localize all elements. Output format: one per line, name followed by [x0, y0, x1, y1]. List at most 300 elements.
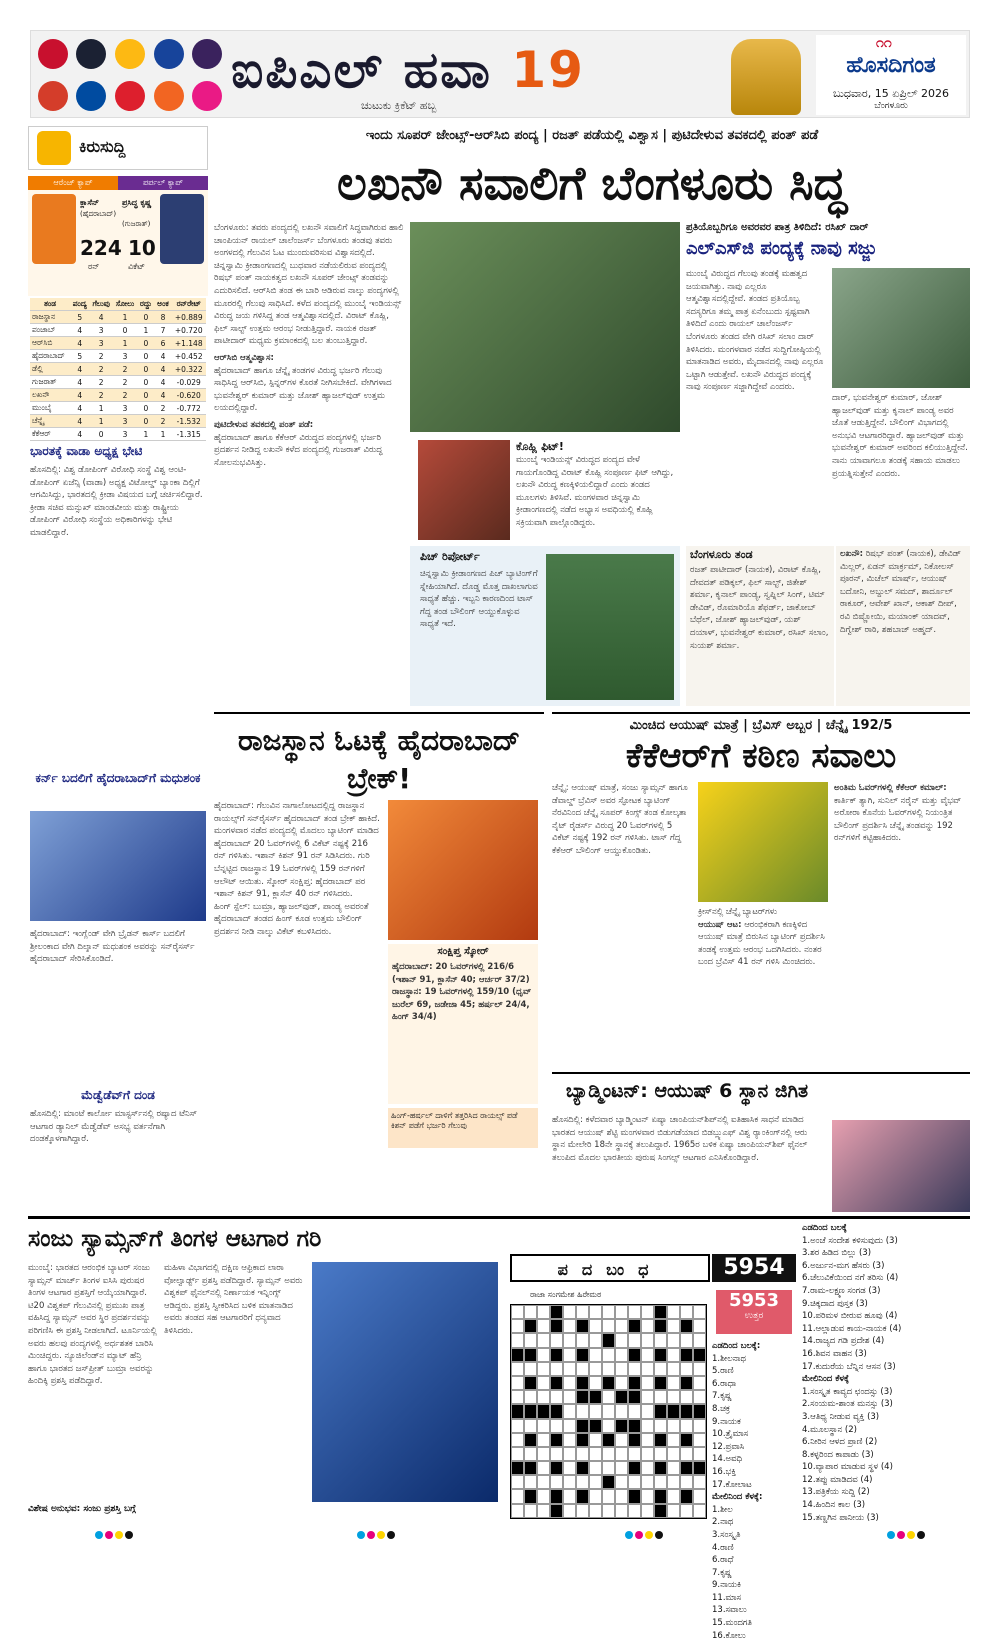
- left-story-2: ಹೈದರಾಬಾದ್: ಇಂಗ್ಲೆಂಡ್ ವೇಗಿ ಬ್ರೈಡನ್ ಕಾರ್ಸ್ ಬದಲಿಗೆ ಶ್ರೀಲಂಕಾದ ವೇಗಿ ದಿಲ್ಶಾನ್ ಮಧುಶಂಕ ಅವರನ್ನು ಸನ್‌ರೈಸರ್ಸ್ ಹೈದರಾಬಾದ್ ಸೇರಿಸಿಕೊಂಡಿದೆ.: [30, 929, 195, 965]
- crossword-cell[interactable]: [563, 1376, 576, 1390]
- crossword-number: 5954: [712, 1254, 796, 1282]
- crossword-cell[interactable]: [615, 1333, 628, 1347]
- crossword-cell: [654, 1376, 667, 1390]
- crossword-cell[interactable]: [511, 1390, 524, 1404]
- crossword-cell: [693, 1348, 706, 1362]
- crossword-cell[interactable]: [589, 1404, 602, 1418]
- rasikh-headline: ಎಲ್‌ಎಸ್‌ಜಿ ಪಂದ್ಯಕ್ಕೆ ನಾವು ಸಜ್ಜು: [686, 238, 877, 259]
- lead-body: [214, 222, 404, 702]
- crossword-cell[interactable]: [563, 1404, 576, 1418]
- crossword-cell[interactable]: [563, 1333, 576, 1347]
- crossword-cell: [511, 1348, 524, 1362]
- crossword-cell[interactable]: [589, 1305, 602, 1319]
- crossword-cell[interactable]: [589, 1376, 602, 1390]
- lead-headline: ಲಖನೌ ಸವಾಲಿಗೆ ಬೆಂಗಳೂರು ಸಿದ್ಧ: [337, 156, 847, 210]
- crossword-cell[interactable]: [667, 1390, 680, 1404]
- crossword-cell[interactable]: [550, 1333, 563, 1347]
- crossword-cell[interactable]: [667, 1504, 680, 1518]
- crossword-cell[interactable]: [693, 1433, 706, 1447]
- crossword-cell[interactable]: [589, 1348, 602, 1362]
- answer-across: 9.ನಾಯಕ: [712, 1416, 741, 1427]
- srh-photo: [388, 800, 538, 940]
- crossword-cell[interactable]: [641, 1376, 654, 1390]
- crossword-cell[interactable]: [537, 1362, 550, 1376]
- crossword-cell[interactable]: [537, 1475, 550, 1489]
- crossword-cell[interactable]: [537, 1390, 550, 1404]
- crossword-cell[interactable]: [667, 1376, 680, 1390]
- crossword-cell[interactable]: [550, 1362, 563, 1376]
- crossword-cell[interactable]: [537, 1447, 550, 1461]
- crossword-cell[interactable]: [641, 1305, 654, 1319]
- crossword-cell[interactable]: [667, 1305, 680, 1319]
- rr-story: [214, 712, 544, 1212]
- registration-dot: [367, 1531, 375, 1539]
- page-number: ೧೧: [876, 35, 892, 51]
- crossword-cell[interactable]: [641, 1419, 654, 1433]
- crossword-cell[interactable]: [667, 1419, 680, 1433]
- answer-down: 3.ಸಂಸ್ಕೃತಿ: [712, 1529, 741, 1540]
- crossword-cell[interactable]: [576, 1362, 589, 1376]
- crossword-cell: [628, 1376, 641, 1390]
- crossword-cell[interactable]: [680, 1362, 693, 1376]
- rasikh-photo: [832, 268, 970, 388]
- crossword-cell[interactable]: [641, 1433, 654, 1447]
- registration-dot: [105, 1531, 113, 1539]
- registration-dot: [907, 1531, 915, 1539]
- crossword-cell[interactable]: [654, 1390, 667, 1404]
- crossword-cell[interactable]: [511, 1447, 524, 1461]
- crossword-cell[interactable]: [524, 1447, 537, 1461]
- crossword-cell[interactable]: [615, 1319, 628, 1333]
- down-clue: 4.ಮೂಲಸ್ಥಾನ (2): [802, 1424, 857, 1435]
- crossword-cell[interactable]: [615, 1447, 628, 1461]
- crossword-cell[interactable]: [641, 1333, 654, 1347]
- crossword-cell[interactable]: [602, 1489, 615, 1503]
- crossword-cell: [628, 1419, 641, 1433]
- crossword-cell: [680, 1319, 693, 1333]
- crossword-cell[interactable]: [654, 1447, 667, 1461]
- table-cell: ಕೆಕೆಆರ್: [30, 428, 70, 441]
- crossword-cell[interactable]: [667, 1319, 680, 1333]
- crossword-cell[interactable]: [589, 1433, 602, 1447]
- crossword-cell: [693, 1461, 706, 1475]
- crossword-cell[interactable]: [693, 1489, 706, 1503]
- crossword-cell[interactable]: [563, 1504, 576, 1518]
- crossword-cell[interactable]: [589, 1447, 602, 1461]
- crossword-cell[interactable]: [680, 1305, 693, 1319]
- across-clue: 16.ಶಿವನ ವಾಹನ (3): [802, 1348, 867, 1359]
- left-story-3: ಹೊಸದಿಲ್ಲಿ: ಮಾಂಟೆ ಕಾರ್ಲೋ ಮಾಸ್ಟರ್ಸ್‌ನಲ್ಲಿ ರಷ್ಯಾದ ಟೆನಿಸ್ ಆಟಗಾರ ಡ್ಯಾನಿಲ್ ಮೆಡ್ವೆಡೆವ್ ಅಸಭ್ಯ ವರ್ತನೆಗಾಗಿ ದಂಡಕ್ಕೊಳಗಾಗಿದ್ದಾರೆ.: [30, 1109, 198, 1145]
- crossword-cell[interactable]: [537, 1376, 550, 1390]
- crossword-cell[interactable]: [576, 1333, 589, 1347]
- registration-dot: [917, 1531, 925, 1539]
- across-clue: 11.ಆಲ್ಲಾಡುವ ಕಾಯ-ನಾಯಕ (4): [802, 1323, 902, 1334]
- table-cell: 4: [70, 363, 90, 376]
- crossword-cell[interactable]: [680, 1504, 693, 1518]
- crossword-cell[interactable]: [641, 1362, 654, 1376]
- crossword-cell[interactable]: [537, 1319, 550, 1333]
- crossword-cell[interactable]: [576, 1404, 589, 1418]
- crossword-cell[interactable]: [563, 1319, 576, 1333]
- crossword-cell[interactable]: [602, 1305, 615, 1319]
- crossword-cell: [576, 1348, 589, 1362]
- table-cell: 0: [137, 389, 154, 402]
- crossword-cell[interactable]: [602, 1419, 615, 1433]
- crossword-cell[interactable]: [550, 1419, 563, 1433]
- sanju-foot: ವಿಶೇಷ ಅನುಭವ: ಸಂಜು ಪ್ರಶಸ್ತಿ ಬಗ್ಗೆ: [28, 1504, 136, 1514]
- rcb-logo: [38, 39, 68, 69]
- table-cell: 0: [90, 428, 113, 441]
- crossword-cell[interactable]: [589, 1461, 602, 1475]
- crossword-cell[interactable]: [537, 1333, 550, 1347]
- crossword-cell[interactable]: [641, 1504, 654, 1518]
- crossword-cell[interactable]: [680, 1390, 693, 1404]
- table-row: [30, 337, 206, 350]
- crossword-cell[interactable]: [524, 1390, 537, 1404]
- crossword-cell[interactable]: [563, 1475, 576, 1489]
- crossword-cell[interactable]: [550, 1447, 563, 1461]
- crossword-cell[interactable]: [563, 1419, 576, 1433]
- prev-crossword-label: ಉತ್ತರ: [744, 1311, 764, 1321]
- crossword-cell[interactable]: [576, 1475, 589, 1489]
- crossword-cell[interactable]: [537, 1305, 550, 1319]
- crossword-cell[interactable]: [628, 1447, 641, 1461]
- orange-unit: ರನ್: [88, 262, 100, 271]
- lead-sub1-text: ಹೈದರಾಬಾದ್ ಹಾಗೂ ಚೆನ್ನೈ ತಂಡಗಳ ವಿರುದ್ಧ ಭರ್ಜರಿ ಗೆಲುವು ಸಾಧಿಸಿದ್ದ ಆರ್‌ಸಿಬಿ, ಸ್ಪಿನ್ನರ್‌ಗಳ ಕೊರತೆ ನೀಗಿಸಬೇಕಿದೆ. ವೇಗಿಗಳಾದ ಭುವನೇಶ್ವರ್ ಕುಮಾರ್ ಮತ್ತು ಜೋಶ್ ಹ್ಯಾಜಲ್‌ವುಡ್ ಉತ್ತಮ ಲಯದಲ್ಲಿದ್ದಾರೆ.: [214, 365, 392, 414]
- rasikh-body: ಮುಂಬೈ ವಿರುದ್ಧದ ಗೆಲುವು ತಂಡಕ್ಕೆ ಮಹತ್ವದ ಜಯವಾಗಿತ್ತು. ನಾವು ಎಲ್ಲರೂ ಆತ್ಮವಿಶ್ವಾಸದಲ್ಲಿದ್ದೇವೆ. ತಂಡದ ಪ್ರತಿಯೊಬ್ಬ ಸದಸ್ಯರಿಗೂ ತಮ್ಮ ಪಾತ್ರ ಏನೆಂಬುದು ಸ್ಪಷ್ಟವಾಗಿ ತಿಳಿದಿದೆ ಎಂದು ರಾಯಲ್ ಚಾಲೆಂಜರ್ಸ್ ಬೆಂಗಳೂರು ತಂಡದ ವೇಗಿ ರಸಿಖ್ ಸಲಾಂ ದಾರ್ ತಿಳಿಸಿದರು. ಮಂಗಳವಾರ ನಡೆದ ಸುದ್ದಿಗೋಷ್ಠಿಯಲ್ಲಿ ಮಾತನಾಡಿದ ಅವರು, ಮೈದಾನದಲ್ಲಿ ನಾವು ಎಲ್ಲರೂ ಒಟ್ಟಾಗಿ ಆಡುತ್ತೇವೆ. ಲಖನೌ ವಿರುದ್ಧದ ಪಂದ್ಯಕ್ಕೆ ನಾವು ಸಂಪೂರ್ಣ ಸಜ್ಜಾಗಿದ್ದೇವೆ ಎಂದರು.: [686, 269, 824, 393]
- crossword-cell[interactable]: [693, 1447, 706, 1461]
- lkn-squad-head: ಲಖನೌ:: [840, 549, 863, 559]
- pitch-report-text: ಚಿನ್ನಸ್ವಾಮಿ ಕ್ರೀಡಾಂಗಣದ ಪಿಚ್ ಬ್ಯಾಟಿಂಗ್‌ಗೆ ಸ್ನೇಹಿಯಾಗಿದೆ. ದೊಡ್ಡ ಮೊತ್ತ ದಾಖಲಾಗುವ ಸಾಧ್ಯತೆ ಹೆಚ್ಚು. ಇಬ್ಬನಿ ಕಾರಣದಿಂದ ಟಾಸ್ ಗೆದ್ದ ತಂಡ ಬೌಲಿಂಗ್ ಆಯ್ದುಕೊಳ್ಳುವ ಸಾಧ್ಯತೆ ಇದೆ.: [420, 569, 538, 630]
- answer-across: 6.ರಾಧಾ: [712, 1378, 737, 1389]
- blr-squad-box: [686, 546, 834, 706]
- left-headline-1: ಭಾರತಕ್ಕೆ ವಾಡಾ ಅಧ್ಯಕ್ಷ ಭೇಟಿ: [30, 444, 143, 458]
- crossword-cell[interactable]: [576, 1504, 589, 1518]
- crossword-cell[interactable]: [615, 1461, 628, 1475]
- crossword-cell[interactable]: [680, 1475, 693, 1489]
- crossword-cell[interactable]: [537, 1433, 550, 1447]
- crossword-cell: [628, 1319, 641, 1333]
- crossword-cell[interactable]: [667, 1333, 680, 1347]
- issue-city: ಬೆಂಗಳೂರು: [874, 101, 908, 111]
- table-cell: 0: [113, 324, 137, 337]
- crossword-cell[interactable]: [615, 1376, 628, 1390]
- crossword-cell[interactable]: [615, 1475, 628, 1489]
- standings-col-6: ರನ್‌ರೇಟ್: [171, 298, 206, 311]
- trophy-icon: [731, 39, 801, 115]
- answer-down: 1.ಶೀಲ: [712, 1504, 733, 1515]
- crossword-cell[interactable]: [667, 1433, 680, 1447]
- answers-down-head: ಮೇಲಿನಿಂದ ಕೆಳಕ್ಕೆ:: [712, 1492, 763, 1503]
- answer-down: 9.ನಾಯಕಿ: [712, 1580, 741, 1591]
- reg-dots-2: [356, 1524, 396, 1543]
- crossword-cell[interactable]: [615, 1504, 628, 1518]
- table-cell: 5: [70, 311, 90, 324]
- crossword-cell[interactable]: [524, 1475, 537, 1489]
- crossword-cell[interactable]: [693, 1305, 706, 1319]
- crossword-cell[interactable]: [563, 1447, 576, 1461]
- rasikh-body2-text: ಬೌಲಿಂಗ್ ವಿಭಾಗದಲ್ಲಿ ಅನುಭವಿ ಆಟಗಾರರಿದ್ದಾರೆ. ಹ್ಯಾಜಲ್‌ವುಡ್ ಮತ್ತು ಭುವನೇಶ್ವರ್ ಕುಮಾರ್ ಅವರಿಂದ ಕಲಿಯುತ್ತಿದ್ದೇನೆ. ನಾನು ಯಾವಾಗಲೂ ತಂಡಕ್ಕೆ ಸಹಾಯ ಮಾಡಲು ಪ್ರಯತ್ನಿಸುತ್ತೇನೆ ಎಂದರು.: [832, 418, 968, 479]
- table-cell: ರಾಜಸ್ಥಾನ: [30, 311, 70, 324]
- table-cell: 1: [137, 324, 154, 337]
- rr-body: [214, 800, 382, 1210]
- crossword-cell[interactable]: [628, 1305, 641, 1319]
- left-headline-3: ಮೆಡ್ವೆಡೆವ್‌ಗೆ ದಂಡ: [81, 1088, 155, 1102]
- table-cell: 3: [113, 428, 137, 441]
- standings-table: [30, 298, 206, 441]
- crossword-cell[interactable]: [537, 1504, 550, 1518]
- section-divider: [28, 1216, 970, 1219]
- crossword-cell: [680, 1404, 693, 1418]
- reg-dots-1: [94, 1524, 134, 1543]
- crossword-cell[interactable]: [511, 1433, 524, 1447]
- crossword-cell[interactable]: [511, 1376, 524, 1390]
- crossword-cell[interactable]: [602, 1447, 615, 1461]
- crossword-cell[interactable]: [628, 1333, 641, 1347]
- orange-player-name: ಕ್ಲಾಸೆನ್: [80, 198, 99, 207]
- crossword-cell[interactable]: [602, 1362, 615, 1376]
- crossword-cell[interactable]: [537, 1489, 550, 1503]
- standings-col-0: ತಂಡ: [30, 298, 70, 311]
- crossword-cell[interactable]: [511, 1319, 524, 1333]
- crossword-cell: [628, 1489, 641, 1503]
- table-row: [30, 389, 206, 402]
- crossword-cell[interactable]: [667, 1475, 680, 1489]
- answer-down: 4.ರಾಣಿ: [712, 1542, 734, 1553]
- crossword-cell[interactable]: [511, 1489, 524, 1503]
- crossword-cell[interactable]: [537, 1461, 550, 1475]
- crossword-cell[interactable]: [641, 1348, 654, 1362]
- crossword-cell[interactable]: [563, 1461, 576, 1475]
- crossword-cell[interactable]: [693, 1475, 706, 1489]
- crossword-cell[interactable]: [602, 1348, 615, 1362]
- crossword-cell[interactable]: [667, 1447, 680, 1461]
- table-cell: 2: [90, 389, 113, 402]
- crossword-cell[interactable]: [563, 1390, 576, 1404]
- down-clue: 1.ಸಂಸ್ಕೃತ ಕಾವ್ಯದ ಛಂದಸ್ಸು (3): [802, 1386, 893, 1397]
- crossword-cell[interactable]: [641, 1447, 654, 1461]
- crossword-cell: [576, 1419, 589, 1433]
- rr-notes: [388, 1108, 538, 1148]
- crossword-cell[interactable]: [680, 1419, 693, 1433]
- prev-crossword-number: 5953: [728, 1290, 780, 1311]
- crossword-cell[interactable]: [550, 1475, 563, 1489]
- badminton-body: ಹೊಸದಿಲ್ಲಿ: ಕಳೆದವಾರ ಬ್ಯಾಡ್ಮಿಂಟನ್ ಏಷ್ಯಾ ಚಾಂಪಿಯನ್‌ಶಿಪ್‌ನಲ್ಲಿ ಐತಿಹಾಸಿಕ ಸಾಧನೆ ಮಾಡಿದ ಭಾರತದ ಆಯುಷ್ ಶೆಟ್ಟಿ ಮಂಗಳವಾರ ಬಿಡುಗಡೆಯಾದ ಬಿಡಬ್ಲ್ಯುಎಫ್ ವಿಶ್ವ ರ‍್ಯಾಂಕಿಂಗ್‌ನಲ್ಲಿ ಆರು ಸ್ಥಾನ ಮೇಲೇರಿ 18ನೇ ಸ್ಥಾನಕ್ಕೆ ತಲುಪಿದ್ದಾರೆ. 1965ರ ಬಳಿಕ ಏಷ್ಯಾ ಚಾಂಪಿಯನ್‌ಶಿಪ್ ಫೈನಲ್ ತಲುಪಿದ ಮೊದಲ ಭಾರತೀಯ ಪುರುಷ ಸಿಂಗಲ್ಸ್ ಆಟಗಾರ ಎನಿಸಿಕೊಂಡಿದ್ದಾರೆ.: [552, 1115, 808, 1163]
- across-clue: 14.ರಾಜ್ಯದ ಗಡಿ ಪ್ರದೇಶ (4): [802, 1336, 885, 1347]
- table-row: [30, 376, 206, 389]
- across-clue: 7.ರಾಮ-ಲಕ್ಷ್ಮಣ ಸಂಗಡ (3): [802, 1285, 881, 1296]
- rr-logo: [192, 81, 222, 111]
- crossword-cell: [615, 1419, 628, 1433]
- down-clue: 3.ಆತಿಥ್ಯ ನೀಡುವ ವ್ಯಕ್ತಿ (3): [802, 1411, 880, 1422]
- crossword-cell[interactable]: [576, 1447, 589, 1461]
- crossword-cell[interactable]: [615, 1489, 628, 1503]
- crossword-cell[interactable]: [589, 1319, 602, 1333]
- crossword-cell[interactable]: [615, 1305, 628, 1319]
- crossword-cell[interactable]: [667, 1362, 680, 1376]
- crossword-cell[interactable]: [628, 1504, 641, 1518]
- crossword-cell[interactable]: [563, 1348, 576, 1362]
- table-cell: 4: [70, 337, 90, 350]
- table-row: [30, 415, 206, 428]
- crossword-cell[interactable]: [628, 1362, 641, 1376]
- crossword-cell[interactable]: [511, 1305, 524, 1319]
- rasikh-body-2: [832, 392, 970, 542]
- crossword-cell[interactable]: [524, 1333, 537, 1347]
- table-cell: 4: [70, 324, 90, 337]
- crossword-cell[interactable]: [641, 1404, 654, 1418]
- table-cell: 0: [137, 311, 154, 324]
- table-cell: -0.029: [171, 376, 206, 389]
- crossword-cell[interactable]: [589, 1333, 602, 1347]
- left-column: [28, 126, 208, 1211]
- crossword-cell[interactable]: [693, 1362, 706, 1376]
- crossword-cell: [628, 1348, 641, 1362]
- crossword-cell[interactable]: [615, 1362, 628, 1376]
- crossword-cell: [524, 1376, 537, 1390]
- table-cell: 3: [113, 402, 137, 415]
- mi-logo: [76, 81, 106, 111]
- crossword-cell: [550, 1348, 563, 1362]
- crossword-cell[interactable]: [524, 1504, 537, 1518]
- across-clue: 17.ಕುದುರೆಯ ಬೆನ್ನಿನ ಆಸನ (3): [802, 1361, 896, 1372]
- crossword-cell[interactable]: [602, 1461, 615, 1475]
- crossword-cell[interactable]: [563, 1305, 576, 1319]
- crossword-cell[interactable]: [589, 1489, 602, 1503]
- crossword-cell[interactable]: [693, 1419, 706, 1433]
- crossword-cell[interactable]: [641, 1489, 654, 1503]
- crossword-grid[interactable]: [510, 1304, 707, 1519]
- table-cell: +0.322: [171, 363, 206, 376]
- lead-body-text: ಬೆಂಗಳೂರು: ತವರು ಪಂದ್ಯದಲ್ಲಿ ಲಖನೌ ಸವಾಲಿಗೆ ಸಿದ್ಧವಾಗಿರುವ ಹಾಲಿ ಚಾಂಪಿಯನ್ ರಾಯಲ್ ಚಾಲೆಂಜರ್ಸ್ ಬೆಂಗಳೂರು ತಂಡವು ತವರು ಅಂಗಳದಲ್ಲಿ ಗೆಲುವಿನ ಓಟ ಮುಂದುವರಿಸುವ ವಿಶ್ವಾಸದಲ್ಲಿದೆ. ಚಿನ್ನಸ್ವಾಮಿ ಕ್ರೀಡಾಂಗಣದಲ್ಲಿ ಬುಧವಾರ ನಡೆಯಲಿರುವ ಪಂದ್ಯದಲ್ಲಿ ರಿಷಭ್ ಪಂತ್ ನಾಯಕತ್ವದ ಲಖನೌ ಸೂಪರ್ ಜೇಂಟ್ಸ್ ತಂಡವನ್ನು ಎದುರಿಸಲಿದೆ. ಆರ್‌ಸಿಬಿ ತಂಡ ಈ ಬಾರಿ ಆಡಿರುವ ನಾಲ್ಕು ಪಂದ್ಯಗಳಲ್ಲಿ ಮೂರರಲ್ಲಿ ಗೆಲುವು ಸಾಧಿಸಿದೆ. ಕಳೆದ ಪಂದ್ಯದಲ್ಲಿ ಮುಂಬೈ ಇಂಡಿಯನ್ಸ್ ವಿರುದ್ಧ ಜಯ ಗಳಿಸಿದ್ದ ತಂಡ ಆತ್ಮವಿಶ್ವಾಸದಲ್ಲಿದೆ. ವಿರಾಟ್ ಕೊಹ್ಲಿ, ಫಿಲ್ ಸಾಲ್ಟ್ ಉತ್ತಮ ಆರಂಭ ನೀಡುತ್ತಿದ್ದಾರೆ. ನಾಯಕ ರಜತ್ ಪಾಟೀದಾರ್ ಮಧ್ಯಮ ಕ್ರಮಾಂಕದಲ್ಲಿ ಬಲ ತುಂಬುತ್ತಿದ್ದಾರೆ.: [214, 223, 404, 347]
- crossword-cell[interactable]: [667, 1489, 680, 1503]
- answer-across: 17.ಕೋಲಾಟ: [712, 1479, 752, 1490]
- crossword-cell: [654, 1489, 667, 1503]
- purple-cap-label: ಪರ್ಪಲ್ ಕ್ಯಾಪ್: [118, 176, 208, 190]
- crossword-cell[interactable]: [602, 1504, 615, 1518]
- crossword-cell[interactable]: [589, 1475, 602, 1489]
- crossword-cell[interactable]: [641, 1461, 654, 1475]
- crossword-cell[interactable]: [654, 1333, 667, 1347]
- across-clue: 3.ಶರ ಹಿಡಿದ ಬಿಲ್ಲು (3): [802, 1248, 872, 1259]
- across-clue: 6.ಚೆಲುವಿಕೆಯಿಂದ ನಗೆ ತರಿಸು (4): [802, 1273, 899, 1284]
- crossword-cell[interactable]: [576, 1305, 589, 1319]
- crossword-cell: [550, 1319, 563, 1333]
- sanju-story: [28, 1222, 498, 1517]
- kkr-sub-head: ಆಯುಷ್ ಆಟ:: [698, 919, 742, 930]
- kkr-story: [552, 712, 970, 1068]
- blr-squad-head: ಬೆಂಗಳೂರು ತಂಡ: [690, 548, 753, 561]
- rr-note-2: ಕಿಶನ್ ಪಡೆಗೆ ಭರ್ಜರಿ ಗೆಲುವು: [391, 1121, 467, 1130]
- clues-box: [802, 1222, 970, 1523]
- crossword-cell[interactable]: [602, 1404, 615, 1418]
- crossword-cell[interactable]: [511, 1333, 524, 1347]
- purple-value: 10: [128, 236, 156, 260]
- crossword-cell: [602, 1475, 615, 1489]
- crossword-cell: [524, 1489, 537, 1503]
- table-cell: ಆರ್‌ಸಿಬಿ: [30, 337, 70, 350]
- crossword-cell[interactable]: [628, 1404, 641, 1418]
- registration-dot: [95, 1531, 103, 1539]
- crossword-cell: [602, 1433, 615, 1447]
- down-clue: 14.ಹಿಂದಿನ ಕಾಲ (3): [802, 1500, 866, 1511]
- crossword-cell[interactable]: [511, 1419, 524, 1433]
- down-clue: 12.ತಪ್ಪು ಮಾಡಿದವ (4): [802, 1474, 873, 1485]
- crossword-cell: [511, 1461, 524, 1475]
- crossword-cell: [628, 1433, 641, 1447]
- answer-down: 16.ಕೋಲು: [712, 1630, 746, 1641]
- crossword-cell: [680, 1348, 693, 1362]
- crossword-cell[interactable]: [511, 1475, 524, 1489]
- crossword-cell[interactable]: [680, 1447, 693, 1461]
- kkr-end-box: [834, 782, 970, 1066]
- table-row: [30, 428, 206, 441]
- crossword-cell[interactable]: [667, 1461, 680, 1475]
- crossword-cell[interactable]: [641, 1390, 654, 1404]
- crossword-cell[interactable]: [537, 1419, 550, 1433]
- crossword-cell[interactable]: [641, 1475, 654, 1489]
- table-cell: 3: [113, 350, 137, 363]
- crossword-cell[interactable]: [563, 1433, 576, 1447]
- crossword-cell[interactable]: [615, 1404, 628, 1418]
- table-cell: 0: [137, 402, 154, 415]
- crossword-cell[interactable]: [667, 1348, 680, 1362]
- crossword-cell[interactable]: [693, 1390, 706, 1404]
- crossword-cell[interactable]: [602, 1319, 615, 1333]
- crossword-cell[interactable]: [589, 1504, 602, 1518]
- crossword-cell[interactable]: [615, 1433, 628, 1447]
- crossword-cell: [602, 1376, 615, 1390]
- crossword-cell: [654, 1319, 667, 1333]
- crossword-cell[interactable]: [654, 1362, 667, 1376]
- crossword-cell[interactable]: [563, 1489, 576, 1503]
- crossword-cell[interactable]: [511, 1504, 524, 1518]
- sanju-body2: ಮಹಿಳಾ ವಿಭಾಗದಲ್ಲಿ ದಕ್ಷಿಣ ಆಫ್ರಿಕಾದ ಲಾರಾ ವೋಲ್ವಾರ್ಡ್ಟ್ ಪ್ರಶಸ್ತಿ ಪಡೆದಿದ್ದಾರೆ. ಸ್ಯಾಮ್ಸನ್ ಅವರು ವಿಶ್ವಕಪ್ ಫೈನಲ್‌ನಲ್ಲಿ ನಿರ್ಣಾಯಕ ಇನ್ನಿಂಗ್ಸ್ ಆಡಿದ್ದರು. ಪ್ರಶಸ್ತಿ ಸ್ವೀಕರಿಸಿದ ಬಳಿಕ ಮಾತನಾಡಿದ ಅವರು ತಂಡದ ಸಹ ಆಟಗಾರರಿಗೆ ಧನ್ಯವಾದ ತಿಳಿಸಿದರು.: [164, 1263, 303, 1336]
- crossword-cell[interactable]: [693, 1333, 706, 1347]
- crossword-cell[interactable]: [693, 1319, 706, 1333]
- crossword-cell[interactable]: [589, 1362, 602, 1376]
- crossword-cell: [576, 1433, 589, 1447]
- rr-note-1: ಹಿಂಗ್-ಹರ್ಷಲ್ ದಾಳಿಗೆ ತತ್ತರಿಸಿದ ರಾಯಲ್ಸ್ ಪಡೆ: [391, 1111, 518, 1120]
- answer-across: 12.ಪ್ರವಾಸಿ: [712, 1441, 745, 1452]
- crossword-cell[interactable]: [524, 1419, 537, 1433]
- crossword-cell[interactable]: [693, 1504, 706, 1518]
- crossword-cell: [589, 1419, 602, 1433]
- crossword-cell[interactable]: [563, 1362, 576, 1376]
- crossword-cell[interactable]: [615, 1348, 628, 1362]
- crossword-cell[interactable]: [537, 1348, 550, 1362]
- crossword-cell[interactable]: [524, 1362, 537, 1376]
- across-clue: 9.ಚಿಕ್ಕದಾದ ಪುಸ್ತಕ (3): [802, 1298, 868, 1309]
- crossword-cell: [524, 1461, 537, 1475]
- crossword-cell[interactable]: [641, 1319, 654, 1333]
- crossword-cell[interactable]: [524, 1305, 537, 1319]
- sanju-body: ಮುಂಬೈ: ಭಾರತದ ಆರಂಭಿಕ ಬ್ಯಾಟರ್ ಸಂಜು ಸ್ಯಾಮ್ಸನ್ ಮಾರ್ಚ್ ತಿಂಗಳ ಐಸಿಸಿ ಪುರುಷರ ತಿಂಗಳ ಆಟಗಾರ ಪ್ರಶಸ್ತಿಗೆ ಆಯ್ಕೆಯಾಗಿದ್ದಾರೆ. ಟಿ20 ವಿಶ್ವಕಪ್ ಗೆಲುವಿನಲ್ಲಿ ಪ್ರಮುಖ ಪಾತ್ರ ವಹಿಸಿದ್ದ ಸ್ಯಾಮ್ಸನ್ ಅವರ ಸ್ಥಿರ ಪ್ರದರ್ಶನವನ್ನು ಪರಿಗಣಿಸಿ ಈ ಪ್ರಶಸ್ತಿ ನೀಡಲಾಗಿದೆ. ಟೂರ್ನಿಯಲ್ಲಿ ಅವರು ಹಲವು ಪಂದ್ಯಗಳಲ್ಲಿ ಅರ್ಧಶತಕ ಬಾರಿಸಿ ಮಿಂಚಿದ್ದರು. ನ್ಯೂಜಿಲೆಂಡ್‌ನ ಮ್ಯಾಟ್ ಹೆನ್ರಿ ಹಾಗೂ ಭಾರತದ ಜಸ್‌ಪ್ರೀತ್ ಬುಮ್ರಾ ಅವರನ್ನು ಹಿಂದಿಕ್ಕಿ ಪ್ರಶಸ್ತಿ ಪಡೆದಿದ್ದಾರೆ.: [28, 1263, 157, 1387]
- table-cell: ಲಖನೌ: [30, 389, 70, 402]
- crossword-cell[interactable]: [654, 1475, 667, 1489]
- crossword-cell[interactable]: [654, 1419, 667, 1433]
- crossword-cell[interactable]: [602, 1390, 615, 1404]
- crossword-cell[interactable]: [628, 1475, 641, 1489]
- crossword-cell[interactable]: [550, 1390, 563, 1404]
- reg-dots-4: [886, 1524, 926, 1543]
- crossword-cell[interactable]: [693, 1376, 706, 1390]
- orange-player-photo: [32, 194, 76, 264]
- crossword-cell[interactable]: [680, 1333, 693, 1347]
- crossword-cell[interactable]: [511, 1362, 524, 1376]
- stadium-photo: [546, 554, 674, 700]
- crossword-cell: [654, 1433, 667, 1447]
